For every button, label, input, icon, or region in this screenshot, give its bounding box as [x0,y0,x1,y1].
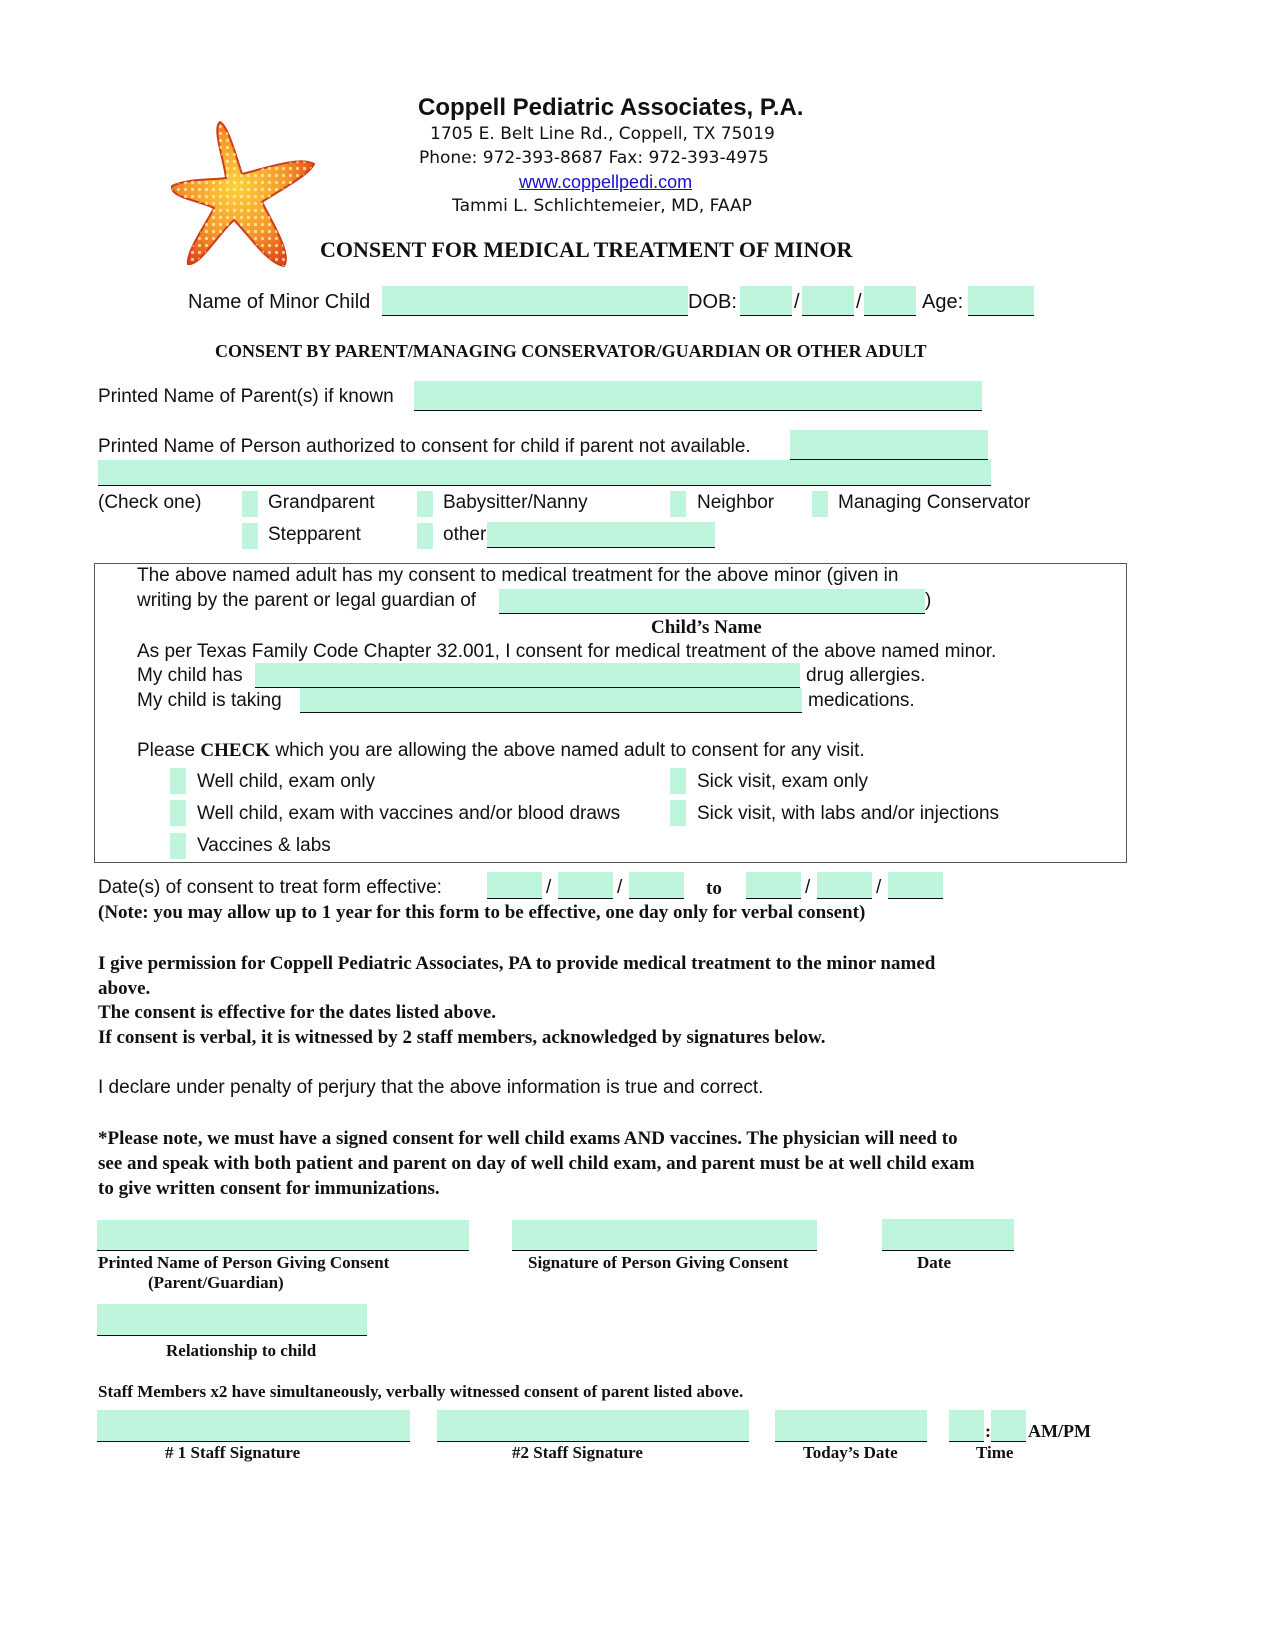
parent-guardian-caption: (Parent/Guardian) [148,1273,284,1292]
printed-name-consent-field[interactable] [97,1220,469,1251]
managing-conservator-label: Managing Conservator [838,492,1031,513]
time-caption: Time [976,1443,1014,1462]
age-field[interactable] [968,286,1034,316]
permission-line4: If consent is verbal, it is witnessed by 2 staff members, acknowledged by signatures below. [98,1027,826,1048]
neighbor-label: Neighbor [697,492,775,513]
dates-to-label: to [706,878,722,899]
start-year-field[interactable] [629,872,684,899]
start-month-field[interactable] [487,872,542,899]
permission-line3: The consent is effective for the dates listed above. [98,1002,497,1023]
please-note-line1: *Please note, we must have a signed consent for well child exams AND vaccines. The physician will need to [98,1128,958,1149]
stepparent-checkbox[interactable] [242,523,258,549]
todays-date-field[interactable] [775,1410,927,1442]
minor-name-label: Name of Minor Child [188,291,371,313]
dates-note: (Note: you may allow up to 1 year for this form to be effective, one day only for verbal consent) [98,902,866,923]
vaccines-labs-checkbox[interactable] [170,833,186,859]
check-instruction-check: CHECK [200,740,271,761]
practice-phone-fax: Phone: 972-393-8687 Fax: 972-393-4975 [419,148,769,168]
medications-field[interactable] [300,688,802,713]
todays-date-caption: Today’s Date [803,1443,898,1462]
authorized-person-label: Printed Name of Person authorized to consent for child if parent not available. [98,436,751,457]
dates-effective-label: Date(s) of consent to treat form effective: [98,877,442,898]
date-slash: / [546,877,552,898]
date-slash: / [617,877,623,898]
authorized-person-field[interactable] [790,430,988,460]
end-day-field[interactable] [817,872,872,899]
sick-visit-exam-only-checkbox[interactable] [670,768,686,794]
texas-code-statement: As per Texas Family Code Chapter 32.001, I consent for medical treatment of the above named minor. [137,641,997,662]
parent-name-label: Printed Name of Parent(s) if known [98,386,394,407]
signature-caption: Signature of Person Giving Consent [528,1253,789,1272]
dob-day-field[interactable] [802,286,854,316]
starfish-logo [168,116,318,274]
staff2-signature-field[interactable] [437,1410,749,1442]
end-month-field[interactable] [746,872,801,899]
medications-label: medications. [808,690,915,711]
time-hour-field[interactable] [949,1410,984,1442]
neighbor-checkbox[interactable] [670,491,686,517]
dob-month-field[interactable] [740,286,792,316]
practice-doctor: Tammi L. Schlichtemeier, MD, FAAP [452,196,752,216]
managing-conservator-checkbox[interactable] [812,491,828,517]
perjury-declaration: I declare under penalty of perjury that the above information is true and correct. [98,1077,764,1098]
start-day-field[interactable] [558,872,613,899]
dob-slash: / [794,291,800,313]
section-heading: CONSENT BY PARENT/MANAGING CONSERVATOR/GUARDIAN OR OTHER ADULT [215,341,927,361]
please-note-line3: to give written consent for immunizations. [98,1178,440,1199]
check-instruction [137,740,865,762]
minor-name-field[interactable] [382,286,688,316]
child-has-label: My child has [137,665,243,686]
page-title: CONSENT FOR MEDICAL TREATMENT OF MINOR [320,237,853,262]
authorized-person-field-line2[interactable] [98,460,991,486]
vaccines-labs-label: Vaccines & labs [197,835,331,856]
well-child-exam-only-checkbox[interactable] [170,768,186,794]
grandparent-checkbox[interactable] [242,491,258,517]
child-name-field[interactable] [499,589,925,614]
childs-name-caption: Child’s Name [651,617,762,638]
staff1-caption: # 1 Staff Signature [165,1443,301,1462]
consent-line2: writing by the parent or legal guardian of [137,590,477,611]
staff2-caption: #2 Staff Signature [512,1443,643,1462]
please-note-line2: see and speak with both patient and parent on day of well child exam, and parent must be at well child exam [98,1153,975,1174]
other-field[interactable] [487,522,715,548]
ampm-label: AM/PM [1028,1421,1091,1441]
signature-consent-field[interactable] [512,1220,817,1251]
time-colon: : [985,1421,991,1441]
check-instruction-please: Please [137,740,196,761]
babysitter-checkbox[interactable] [417,491,433,517]
consent-line1: The above named adult has my consent to medical treatment for the above minor (given in [137,565,899,586]
grandparent-label: Grandparent [268,492,375,513]
stepparent-label: Stepparent [268,524,361,545]
dob-year-field[interactable] [864,286,916,316]
date-caption: Date [917,1253,951,1272]
other-label: other [443,524,487,545]
age-label: Age: [922,291,964,313]
other-checkbox[interactable] [417,523,433,549]
relationship-field[interactable] [97,1304,367,1336]
check-instruction-rest: which you are allowing the above named adult to consent for any visit. [275,740,865,761]
staff1-signature-field[interactable] [97,1410,410,1442]
date-slash: / [876,877,882,898]
check-one-label: (Check one) [98,492,202,513]
drug-allergies-label: drug allergies. [806,665,926,686]
well-child-vaccines-checkbox[interactable] [170,800,186,826]
practice-name: Coppell Pediatric Associates, P.A. [418,94,804,121]
sick-visit-labs-label: Sick visit, with labs and/or injections [697,803,1000,824]
staff-statement: Staff Members x2 have simultaneously, verbally witnessed consent of parent listed above. [98,1382,744,1401]
dob-label: DOB: [688,291,737,313]
practice-website-link[interactable]: www.coppellpedi.com [519,172,693,192]
well-child-exam-only-label: Well child, exam only [197,771,376,792]
practice-address: 1705 E. Belt Line Rd., Coppell, TX 75019 [430,124,775,144]
dob-slash: / [856,291,862,313]
sick-visit-labs-checkbox[interactable] [670,800,686,826]
time-minute-field[interactable] [991,1410,1026,1442]
consent-date-field[interactable] [882,1219,1014,1251]
printed-name-caption: Printed Name of Person Giving Consent [98,1253,390,1272]
babysitter-label: Babysitter/Nanny [443,492,588,513]
well-child-vaccines-label: Well child, exam with vaccines and/or blood draws [197,803,621,824]
permission-line1: I give permission for Coppell Pediatric Associates, PA to provide medical treatment to the minor named [98,953,936,974]
close-paren: ) [925,590,932,611]
drug-allergies-field[interactable] [255,663,800,688]
permission-line2: above. [98,978,151,999]
relationship-caption: Relationship to child [166,1341,317,1360]
child-taking-label: My child is taking [137,690,282,711]
sick-visit-exam-only-label: Sick visit, exam only [697,771,869,792]
parent-name-field[interactable] [414,381,982,411]
date-slash: / [805,877,811,898]
end-year-field[interactable] [888,872,943,899]
